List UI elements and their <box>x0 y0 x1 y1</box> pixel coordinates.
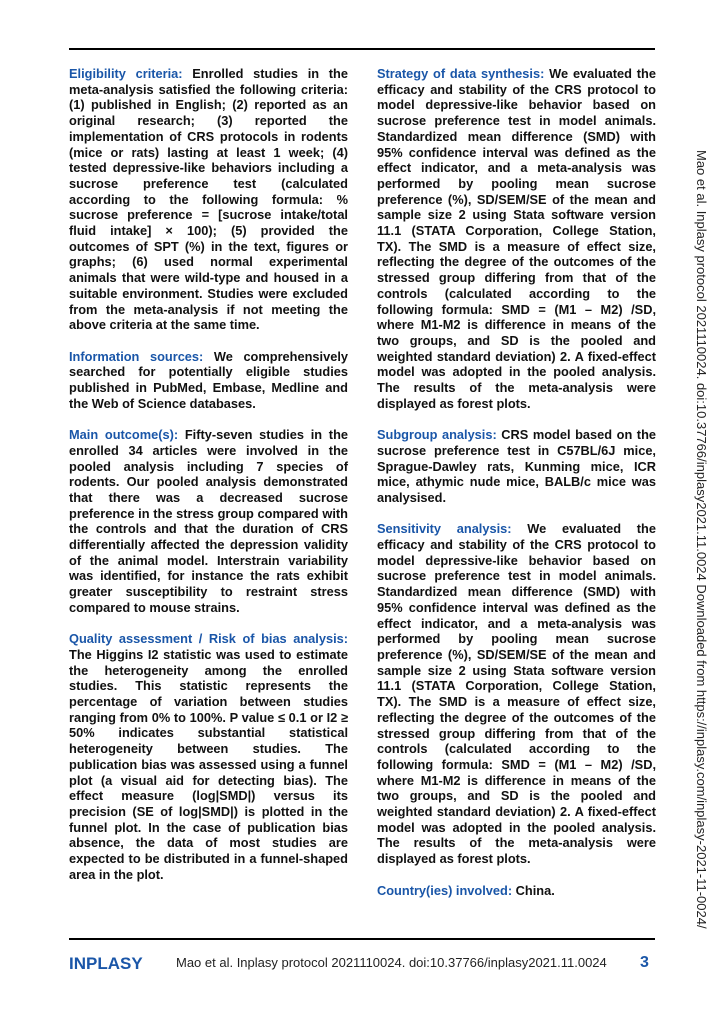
section-body: We evaluated the efficacy and stability of the CRS protocol to model depressive-like behavior based on sucrose preference test in model animals. Standardized mean difference (SMD) with 95% confidence interval was defined as the effect indicator, and a meta-analysis was performed by pooling mean sucrose preference (%), SD/SEM/SE of the mean and sample size 2 using Stata software version 11.1 (STATA Corporation, College Station, TX). The SMD is a measure of effect size, reflecting the degree of the outcomes of the stressed group differing from that of the controls (calculated according to the following formula: SMD = (M1 – M2) /SD, where M1-M2 is difference in means of the two groups, and SD is the pooled and weighted standard deviation) 2. A fixed-effect model was adopted in the pooled analysis. The results of the meta-analysis were displayed as forest plots. <box>377 521 656 867</box>
journal-brand: INPLASY <box>69 954 143 973</box>
section-subgroup-analysis <box>377 427 656 506</box>
section-sensitivity-analysis <box>377 521 656 866</box>
section-heading: Country(ies) involved: <box>377 882 513 898</box>
section-body: The Higgins I2 statistic was used to estimate the heterogeneity among the enrolled studies. This statistic represents the percentage of variation between studies ranging from 0% to 100%. P value ≤ 0.1 or I2 ≥ 50% indicates substantial statistical heterogeneity between studies. The publication bias was assessed using a funnel plot (a visual aid for detecting bias). The effect measure (log|SMD|) versus its precision (SE of log|SMD|) is plotted in the funnel plot. In the case of publication bias absence, the data of most studies are expected to be distributed in a funnel-shaped area in the plot. <box>69 646 348 882</box>
bottom-rule <box>69 938 655 940</box>
section-main-outcomes <box>69 427 348 615</box>
section-body: We evaluated the efficacy and stability of the CRS protocol to model depressive-like behavior based on sucrose preference test in model animals. Standardized mean difference (SMD) with 95% confidence interval was defined as the effect indicator, and a meta-analysis was performed by pooling mean sucrose preference (%), SD/SEM/SE of the mean and sample size 2 using Stata software version 11.1 (STATA Corporation, College Station, TX). The SMD is a measure of effect size, reflecting the degree of the outcomes of the stressed group differing from that of the controls (calculated according to the following formula: SMD = (M1 – M2) /SD, where M1-M2 is difference in means of the two groups, and SD is the pooled and weighted standard deviation) 2. A fixed-effect model was adopted in the pooled analysis. The results of the meta-analysis were displayed as forest plots. <box>377 66 656 411</box>
section-body: China. <box>512 882 555 898</box>
footer-citation: Mao et al. Inplasy protocol 2021110024. doi:10.37766/inplasy2021.11.0024 <box>176 955 607 970</box>
top-rule <box>69 48 655 50</box>
section-heading: Eligibility criteria: <box>69 66 183 81</box>
section-countries-involved <box>377 883 656 899</box>
right-column <box>377 66 656 914</box>
section-quality-assessment <box>69 631 348 882</box>
section-heading: Subgroup analysis: <box>377 427 497 443</box>
section-body: CRS model based on the sucrose preference test in C57BL/6J mice, Sprague-Dawley rats, Kunming mice, ICR mice, athymic nude mice, BALB/c mice was analysised. <box>377 427 657 505</box>
page-number: 3 <box>640 954 649 971</box>
section-body: Fifty-seven studies in the enrolled 34 articles were involved in the pooled analysis including 7 species of rodents. Our pooled analysis demonstrated that there was a decreased sucrose preference in the stress group compared with the controls and that the duration of CRS differentially affected the depression validity of the animal model. Interstrain variability was identified, for instance the rats exhibit greater susceptibility to restraint stress compared to mouse strains. <box>69 427 348 615</box>
section-eligibility-criteria <box>69 66 348 333</box>
section-heading: Sensitivity analysis: <box>377 521 512 537</box>
section-heading: Main outcome(s): <box>69 427 179 443</box>
section-heading: Strategy of data synthesis: <box>377 66 545 81</box>
section-body: Enrolled studies in the meta-analysis satisfied the following criteria: (1) published in English; (2) reported as an original research; (3) reported the implementation of CRS protocols in rodents (mice or rats) lasting at least 1 week; (4) tested depressive-like behaviors including a sucrose preference test (calculated according to the following formula: % sucrose preference = [sucrose intake/total fluid intake] × 100); (5) provided the outcomes of SPT (%) in the text, figures or graphs; (6) used normal experimental animals that were wild-type and housed in a suitable environment. Studies were excluded from the meta-analysis if not meeting the above criteria at the same time. <box>69 66 348 333</box>
left-column <box>69 66 348 898</box>
download-source-note: Mao et al. Inplasy protocol 2021110024. doi:10.37766/inplasy2021.11.0024 Downloaded from https://inplasy.com/inplasy-2021-11-0024/ <box>694 150 709 929</box>
section-strategy-of-data-synthesis <box>377 66 656 411</box>
section-information-sources <box>69 349 348 412</box>
section-heading: Information sources: <box>69 348 204 364</box>
section-heading: Quality assessment / Risk of bias analysis: <box>69 631 348 647</box>
section-body: We comprehensively searched for potentially eligible studies published in PubMed, Embase, Medline and the Web of Science databases. <box>69 348 348 411</box>
